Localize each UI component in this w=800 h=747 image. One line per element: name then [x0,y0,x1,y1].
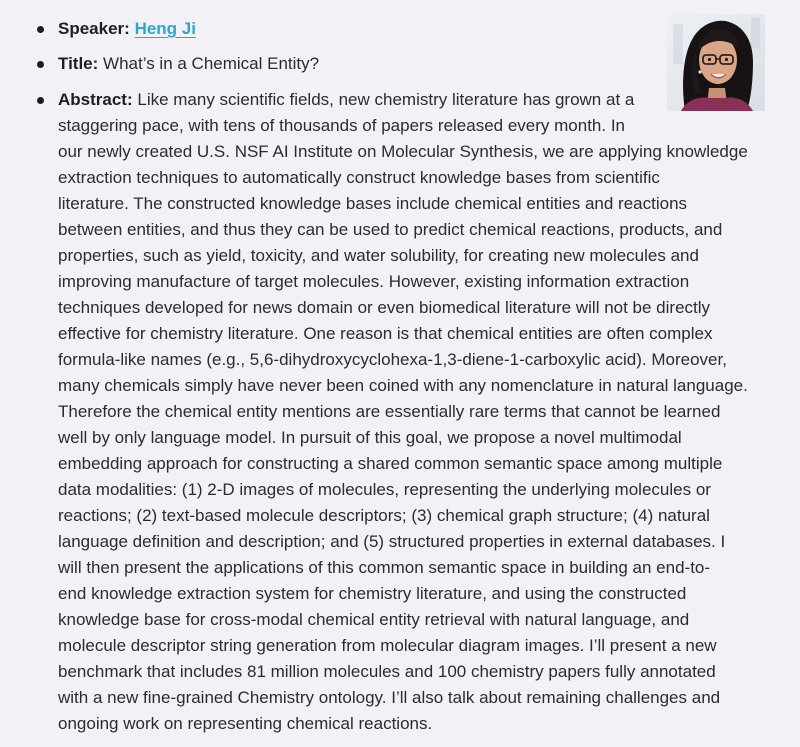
speaker-name-link[interactable]: Heng Ji [134,19,196,38]
abstract-line: staggering pace, with tens of thousands of papers released every month. In [58,116,626,135]
bullet-icon [37,26,44,33]
abstract-line: techniques developed for news domain or even biomedical literature will not be directly [58,298,711,317]
abstract-line: end knowledge extraction system for chemistry literature, and using the constructed [58,584,687,603]
abstract-item [58,87,768,737]
abstract-line: many chemicals simply have never been coined with any nomenclature in natural language. [58,376,748,395]
abstract-label: Abstract: [58,90,133,109]
abstract-line: properties, such as yield, toxicity, and water solubility, for creating new molecules and [58,246,699,265]
abstract-line: effective for chemistry literature. One reason is that chemical entities are often complex [58,324,713,343]
abstract-line: knowledge base for cross-modal chemical entity retrieval with natural language, and [58,610,690,629]
abstract-line: reactions; (2) text-based molecule descriptors; (3) chemical graph structure; (4) natural [58,506,710,525]
abstract-line: well by only language model. In pursuit of this goal, we propose a novel multimodal [58,428,682,447]
abstract-line: ongoing work on representing chemical reactions. [58,714,433,733]
speaker-photo [667,14,765,111]
abstract-line: our newly created U.S. NSF AI Institute on Molecular Synthesis, we are applying knowledge [58,142,748,161]
abstract-line: molecule descriptor string generation from molecular diagram images. I’ll present a new [58,636,717,655]
talk-title: What’s in a Chemical Entity? [103,54,320,73]
bullet-icon [37,97,44,104]
speaker-portrait-image [667,14,765,111]
title-item [58,51,319,77]
speaker-item [58,16,196,42]
abstract-line: between entities, and thus they can be used to predict chemical reactions, products, and [58,220,723,239]
abstract-line: improving manufacture of target molecules. However, existing information extraction [58,272,690,291]
abstract-line: data modalities: (1) 2-D images of molecules, representing the underlying molecules or [58,480,711,499]
title-label: Title: [58,54,99,73]
abstract-line: Abstract: Like many scientific fields, new chemistry literature has grown at a [58,90,635,109]
speaker-label: Speaker: [58,19,130,38]
abstract-line: language definition and description; and (5) structured properties in external databases. I [58,532,726,551]
abstract-line: extraction techniques to automatically construct knowledge bases from scientific [58,168,660,187]
abstract-line: with a new fine-grained Chemistry ontology. I’ll also talk about remaining challenges and [58,688,721,707]
abstract-line: embedding approach for constructing a shared common semantic space among multiple [58,454,723,473]
bullet-icon [37,61,44,68]
abstract-line: benchmark that includes 81 million molecules and 100 chemistry papers fully annotated [58,662,716,681]
abstract-line: literature. The constructed knowledge bases include chemical entities and reactions [58,194,688,213]
abstract-line: Therefore the chemical entity mentions are essentially rare terms that cannot be learned [58,402,721,421]
abstract-line: formula-like names (e.g., 5,6-dihydroxycyclohexa-1,3-diene-1-carboxylic acid). Moreover, [58,350,727,369]
abstract-line: will then present the applications of this common semantic space in building an end-to- [58,558,711,577]
